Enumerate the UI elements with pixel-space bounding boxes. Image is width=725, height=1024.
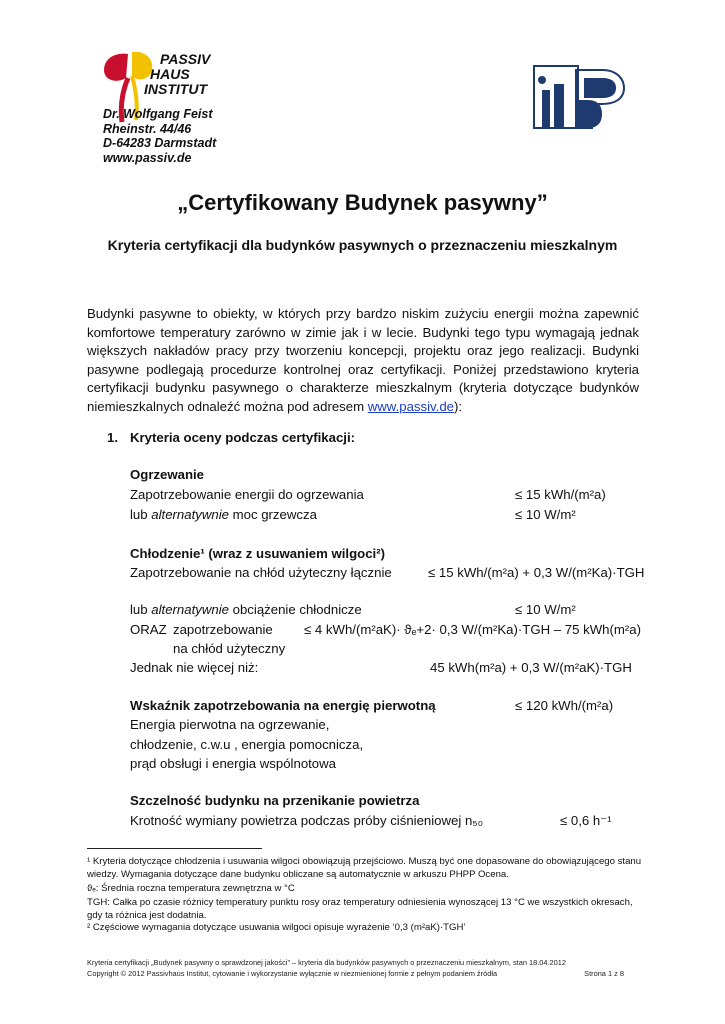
section-number: 1.: [107, 430, 118, 445]
footer-copyright: Copyright © 2012 Passivhaus Institut, cytowanie i wykorzystanie wyłącznie w niezmienionej formie z pełnym podaniem źródła: [87, 969, 498, 978]
footnote-tgh: TGH: Całka po czasie różnicy temperatury punktu rosy oraz temperatury odniesienia wynoszącej 13 °C we wszystkich okresach, gdy ta różnica jest dodatnia.: [87, 897, 633, 921]
cooling-load-italic: alternatywnie: [151, 602, 229, 617]
address-website: www.passiv.de: [103, 150, 192, 165]
section-title: Kryteria oceny podczas certyfikacji:: [130, 430, 356, 445]
heating-load-value: ≤ 10 W/m²: [515, 507, 576, 522]
cooling-and-demand-label: zapotrzebowanie: [173, 622, 273, 637]
heating-load-label: [130, 507, 317, 523]
cooling-title: Chłodzenie¹ (wraz z usuwaniem wilgoci²): [130, 546, 385, 561]
address-name: Dr. Wolfgang Feist: [103, 107, 213, 121]
intro-text: Budynki pasywne to obiekty, w których przy bardzo niskim zużyciu energii można zapewnić komfortowe temperatury zarówno w zimie jak i w lecie. Budynki tego typu wymagają jednak większych nakładów pracy przy tworzeniu koncepcji, projektu oraz jego realizacji. Budynki pasywne podlegają procedurze kontrolnej oraz certyfikacji. Poniżej przedstawiono kryteria certyfikacji budynku pasywnego o charakterze mieszkalnym (kryteria dotyczące budynków niemieszkalnych odnaleźć można pod adresem: [87, 306, 639, 414]
footnote-theta: ϑₑ: Średnia roczna temperatura zewnętrzna w °C: [87, 883, 295, 894]
section-heading: [107, 430, 355, 445]
cooling-and-demand-label2: na chłód użyteczny: [173, 641, 286, 656]
cooling-demand-label: Zapotrzebowanie na chłód użyteczny łącznie: [130, 565, 392, 580]
passiv-link[interactable]: www.passiv.de: [367, 398, 454, 414]
footnote-divider: [87, 848, 262, 849]
cooling-and-label: ORAZ: [130, 622, 167, 637]
heating-demand-value: ≤ 15 kWh/(m²a): [515, 487, 606, 502]
primary-energy-line3: prąd obsługi i energia wspólnotowa: [130, 756, 337, 771]
footer-line1: Kryteria certyfikacji „Budynek pasywny o sprawdzonej jakości” – kryteria dla budynków pasywnych o przeznaczeniu mieszkalnym, stan 18.04.2012: [87, 958, 566, 967]
heating-load-rest: moc grzewcza: [228, 507, 317, 522]
heating-load-italic: alternatywnie: [151, 507, 229, 522]
primary-energy-value: ≤ 120 kWh/(m²a): [515, 698, 614, 713]
cooling-demand-value: ≤ 15 kWh/(m²a) + 0,3 W/(m²Ka)·TGH: [428, 565, 645, 580]
cooling-load-prefix: lub: [130, 602, 152, 617]
address-block: [103, 107, 216, 165]
airtightness-label: Krotność wymiany powietrza podczas próby ciśnieniowej n₅₀: [130, 813, 484, 828]
cooling-load-value: ≤ 10 W/m²: [515, 602, 576, 617]
footer-page-number: Strona 1 z 8: [584, 969, 624, 978]
heating-load-prefix: lub: [130, 507, 152, 522]
footnote-2: ² Częściowe wymagania dotyczące usuwania wilgoci opisuje wyrażenie ‘0,3 (m²aK)·TGH’: [87, 922, 466, 933]
primary-energy-title: Wskaźnik zapotrzebowania na energię pierwotną: [130, 698, 436, 713]
phi-building-icon: [532, 60, 632, 135]
cooling-max-label: Jednak nie więcej niż:: [130, 660, 259, 675]
heating-demand-label: Zapotrzebowanie energii do ogrzewania: [130, 487, 364, 502]
heating-title: Ogrzewanie: [130, 467, 205, 482]
intro-paragraph: [87, 305, 639, 417]
footnote-1: ¹ Kryteria dotyczące chłodzenia i usuwania wilgoci obowiązują przejściowo. Muszą być one dopasowane do obowiązującego stanu wiedzy. Wymagania dotyczące dane budynku obliczane są automatycznie w arkuszu PHPP Ocena.: [87, 856, 642, 880]
page-title: „Certyfikowany Budynek pasywny”: [177, 190, 548, 215]
logo-line-haus: HAUS: [150, 66, 190, 82]
footer-line2-row: [87, 968, 647, 979]
intro-after: ):: [454, 398, 463, 414]
phi-logo: [532, 60, 632, 135]
cooling-and-demand-value: ≤ 4 kWh/(m²aK)· ϑₑ+2· 0,3 W/(m²Ka)·TGH – 75 kWh(m²a): [304, 622, 641, 637]
cooling-max-value: 45 kWh(m²a) + 0,3 W/(m²aK)·TGH: [430, 660, 632, 675]
logo-line-institut: INSTITUT: [144, 81, 207, 97]
primary-energy-line2: chłodzenie, c.w.u , energia pomocnicza,: [130, 737, 364, 752]
primary-energy-line1: Energia pierwotna na ogrzewanie,: [130, 717, 330, 732]
address-city: D-64283 Darmstadt: [103, 136, 217, 150]
cooling-load-rest: obciążenie chłodnicze: [228, 602, 362, 617]
airtightness-title: Szczelność budynku na przenikanie powietrza: [130, 793, 420, 808]
cooling-load-label: [130, 602, 362, 618]
address-street: Rheinstr. 44/46: [103, 121, 192, 136]
airtightness-value: ≤ 0,6 h⁻¹: [560, 813, 612, 828]
logo-line-passiv: PASSIV: [160, 51, 211, 67]
page-subtitle: Kryteria certyfikacji dla budynków pasywnych o przeznaczeniu mieszkalnym: [107, 237, 618, 253]
